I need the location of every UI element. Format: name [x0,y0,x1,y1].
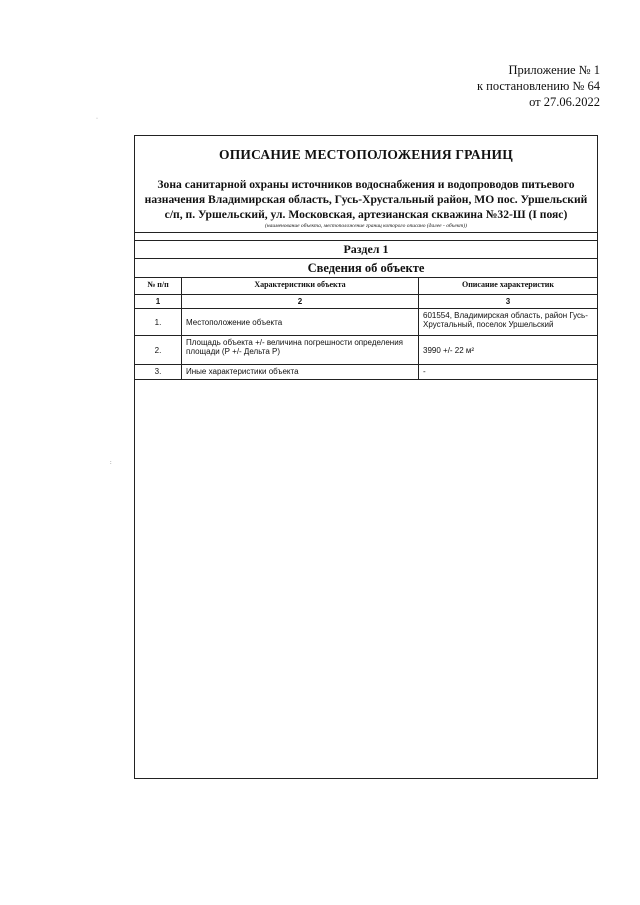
row-description: - [419,365,598,380]
row-number: 1. [135,309,182,336]
table-row [135,336,597,365]
table-header-row [135,278,597,295]
section-title: Сведения об объекте [135,259,597,278]
document-title: ОПИСАНИЕ МЕСТОПОЛОЖЕНИЯ ГРАНИЦ [219,147,513,162]
header-number: № п/п [135,278,182,295]
column-number-row [135,295,597,309]
scan-mark: · [96,116,98,122]
zone-caption: (наименование объекта, местоположение границ которого описано (далее - объект)) [135,223,597,233]
zone-name: Зона санитарной охраны источников водоснабжения и водопроводов питьевого назначения Владимирская область, Гусь-Хрустальный район, МО пос. Уршельский с/п, п. Уршельский, ул. Московская, артезианская скважина №32-Ш (I пояс) [144,178,588,221]
header-description: Описание характеристик [419,278,598,295]
appendix-note [380,62,600,110]
appendix-line-3: от 27.06.2022 [529,95,600,109]
object-info-table [135,278,597,380]
table-row [135,309,597,336]
scan-mark: : [110,460,112,466]
row-description: 3990 +/- 22 м² [419,336,598,365]
column-number-2: 2 [182,295,419,309]
document-frame [134,135,598,779]
row-description: 601554, Владимирская область, район Гусь-Хрустальный, поселок Уршельский [419,309,598,336]
appendix-line-2: к постановлению № 64 [476,79,600,93]
column-number-1: 1 [135,295,182,309]
column-number-3: 3 [419,295,598,309]
blank-row [135,233,597,241]
header-characteristic: Характеристики объекта [182,278,419,295]
row-characteristic: Иные характеристики объекта [182,365,419,380]
table-row [135,365,597,380]
row-number: 2. [135,336,182,365]
row-characteristic: Местоположение объекта [182,309,419,336]
row-characteristic: Площадь объекта +/- величина погрешности определения площади (Р +/- Дельта Р) [182,336,419,365]
section-heading: Раздел 1 [135,241,597,259]
appendix-line-1: Приложение № 1 [508,63,600,77]
row-number: 3. [135,365,182,380]
